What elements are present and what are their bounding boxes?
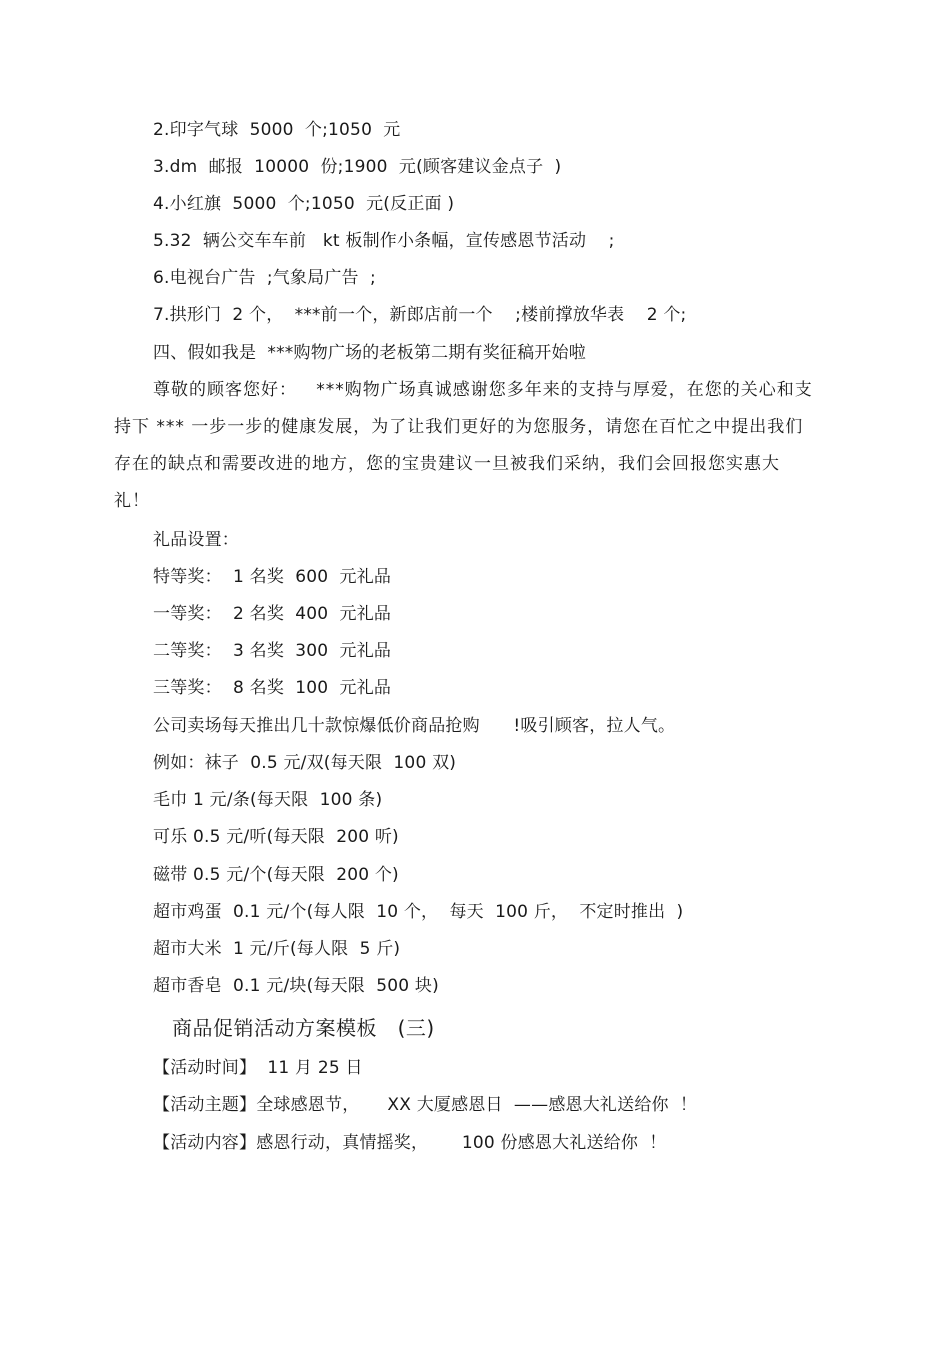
list-item: 7.拱形门 2 个， ***前一个，新郎店前一个 ;楼前撑放华表 2 个;	[153, 305, 687, 325]
letter-line: 存在的缺点和需要改进的地方，您的宝贵建议一旦被我们采纳，我们会回报您实惠大	[114, 454, 780, 474]
prize-item: 特等奖： 1 名奖 600 元礼品	[153, 567, 392, 587]
letter-line: 持下 *** 一步一步的健康发展，为了让我们更好的为您服务，请您在百忙之中提出我们	[114, 417, 804, 437]
promo-intro: 公司卖场每天推出几十款惊爆低价商品抢购 !吸引顾客，拉人气。	[153, 716, 676, 736]
promo-item: 磁带 0.5 元/个(每天限 200 个)	[153, 865, 399, 885]
section-four-title: 四、假如我是 ***购物广场的老板第二期有奖征稿开始啦	[153, 343, 586, 363]
activity-theme: 【活动主题】全球感恩节， XX 大厦感恩日 ——感恩大礼送给你 ！	[153, 1095, 698, 1115]
list-item: 5.32 辆公交车车前 kt 板制作小条幅，宣传感恩节活动 ;	[153, 231, 615, 251]
section-three-title: 商品促销活动方案模板 (三)	[172, 1016, 435, 1040]
prize-item: 三等奖： 8 名奖 100 元礼品	[153, 678, 392, 698]
gift-settings-title: 礼品设置：	[153, 530, 239, 550]
promo-item: 超市鸡蛋 0.1 元/个(每人限 10 个， 每天 100 斤， 不定时推出 )	[153, 902, 684, 922]
promo-item: 毛巾 1 元/条(每天限 100 条)	[153, 790, 383, 810]
list-item: 2.印字气球 5000 个;1050 元	[153, 120, 401, 140]
letter-line: 尊敬的顾客您好： ***购物广场真诚感谢您多年来的支持与厚爱，在您的关心和支	[153, 380, 813, 400]
promo-item: 可乐 0.5 元/听(每天限 200 听)	[153, 827, 399, 847]
promo-item: 超市香皂 0.1 元/块(每天限 500 块)	[153, 976, 439, 996]
letter-line: 礼！	[114, 491, 150, 511]
activity-content: 【活动内容】感恩行动，真情摇奖， 100 份感恩大礼送给你 ！	[153, 1133, 667, 1153]
promo-item: 例如：袜子 0.5 元/双(每天限 100 双)	[153, 753, 457, 773]
activity-time: 【活动时间】 11 月 25 日	[153, 1058, 363, 1078]
list-item: 6.电视台广告 ;气象局广告 ;	[153, 268, 376, 288]
prize-item: 一等奖： 2 名奖 400 元礼品	[153, 604, 392, 624]
list-item: 3.dm 邮报 10000 份;1900 元(顾客建议金点子 )	[153, 157, 562, 177]
promo-item: 超市大米 1 元/斤(每人限 5 斤)	[153, 939, 401, 959]
prize-item: 二等奖： 3 名奖 300 元礼品	[153, 641, 392, 661]
list-item: 4.小红旗 5000 个;1050 元(反正面 )	[153, 194, 455, 214]
